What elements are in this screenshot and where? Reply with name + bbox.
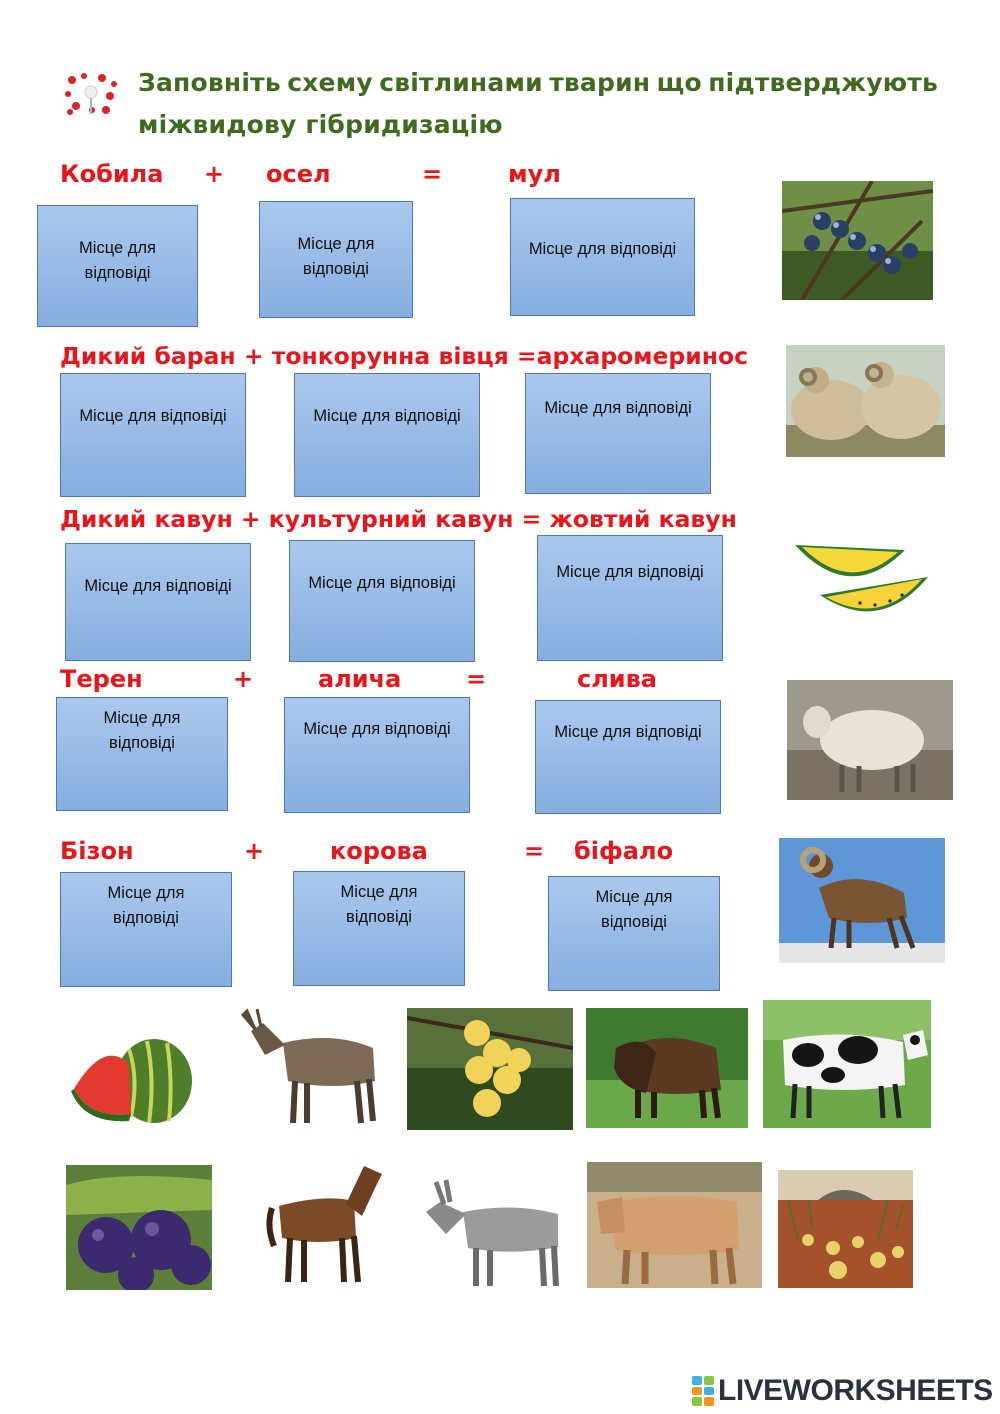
title-word: Заповніть: [138, 68, 281, 97]
horse-image[interactable]: [264, 1146, 392, 1288]
row5-equals: =: [524, 837, 545, 865]
drop-zone-r3-3[interactable]: Місце для відповіді: [537, 535, 723, 661]
row5-plus: +: [244, 837, 265, 865]
row1-hybrid: мул: [508, 160, 561, 188]
fine-wool-sheep-image[interactable]: [787, 680, 953, 800]
cherry-plum-image[interactable]: [407, 1008, 573, 1130]
row4-equals: =: [466, 665, 487, 693]
title-word: світлинами: [379, 68, 543, 97]
page-title: [138, 62, 938, 146]
flower-icon: [62, 70, 120, 118]
title-word: що: [656, 68, 702, 97]
drop-zone-r4-3[interactable]: Місце для відповіді: [535, 700, 721, 814]
drop-zone-r4-2[interactable]: Місце для відповіді: [284, 697, 470, 813]
drop-zone-r2-3[interactable]: Місце для відповіді: [525, 373, 711, 494]
drop-zone-r5-3[interactable]: Місце для відповіді: [548, 876, 720, 991]
watermelon-image[interactable]: [69, 1029, 194, 1126]
beefalo-image[interactable]: [587, 1162, 762, 1288]
row5-parent1: Бізон: [60, 837, 134, 865]
blackthorn-image[interactable]: [782, 181, 933, 300]
drop-zone-r3-2[interactable]: Місце для відповіді: [289, 540, 475, 662]
bison-image[interactable]: [586, 1008, 748, 1128]
liveworksheets-logo-icon: [692, 1376, 714, 1406]
row4-parent2: алича: [318, 665, 402, 693]
row2-equation: Дикий баран + тонкорунна вівця =архаромеринос: [60, 342, 749, 370]
row3-equation: Дикий кавун + культурний кавун = жовтий кавун: [60, 505, 737, 533]
row1-parent1: Кобила: [60, 160, 164, 188]
drop-zone-r5-1[interactable]: Місце для відповіді: [60, 872, 232, 987]
row1-plus: +: [204, 160, 225, 188]
row5-hybrid: біфало: [574, 837, 674, 865]
holstein-cow-image[interactable]: [763, 1000, 931, 1128]
row4-parent1: Терен: [60, 665, 143, 693]
plums-image[interactable]: [66, 1165, 212, 1290]
drop-zone-r2-2[interactable]: Місце для відповіді: [294, 373, 480, 497]
drop-zone-r1-1[interactable]: Місце для відповіді: [37, 205, 198, 327]
title-word: тварин: [549, 68, 651, 97]
merino-sheep-image[interactable]: [786, 345, 945, 457]
row1-parent2: осел: [266, 160, 331, 188]
wild-melons-image[interactable]: [778, 1170, 913, 1288]
row4-plus: +: [233, 665, 254, 693]
donkey-dark-image[interactable]: [233, 1003, 385, 1128]
wild-ram-image[interactable]: [779, 838, 945, 963]
yellow-watermelon-image[interactable]: [790, 515, 930, 622]
title-word: схему: [287, 68, 373, 97]
drop-zone-r2-1[interactable]: Місце для відповіді: [60, 373, 246, 497]
donkey-grey-image[interactable]: [418, 1172, 566, 1290]
title-line-2: міжвидову гібридизацію: [138, 110, 503, 139]
row1-equals: =: [422, 160, 443, 188]
brand-name: LIVEWORKSHEETS: [718, 1374, 993, 1407]
drop-zone-r1-3[interactable]: Місце для відповіді: [510, 198, 695, 316]
liveworksheets-logo: [692, 1374, 993, 1408]
row5-parent2: корова: [330, 837, 428, 865]
drop-zone-r3-1[interactable]: Місце для відповіді: [65, 543, 251, 661]
title-word: підтверджують: [708, 68, 938, 97]
drop-zone-r4-1[interactable]: Місце для відповіді: [56, 697, 228, 811]
row4-hybrid: слива: [577, 665, 658, 693]
drop-zone-r5-2[interactable]: Місце для відповіді: [293, 871, 465, 986]
drop-zone-r1-2[interactable]: Місце для відповіді: [259, 201, 413, 318]
